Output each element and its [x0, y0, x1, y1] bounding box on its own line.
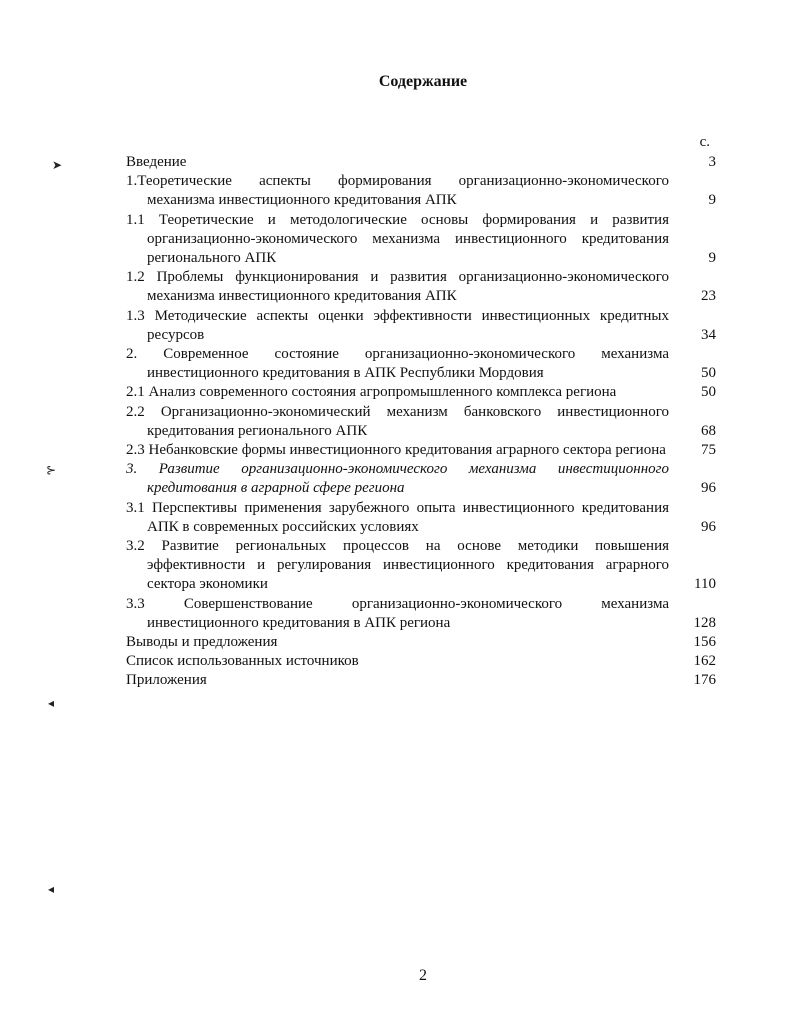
toc-entry-page: 9: [708, 192, 716, 209]
toc-entry-page: 128: [693, 614, 716, 631]
toc-entry[interactable]: [126, 211, 716, 269]
toc-entry-page: 23: [701, 288, 716, 305]
toc-entry[interactable]: [126, 633, 716, 652]
page-column-label: с.: [699, 134, 710, 150]
toc-entry[interactable]: [126, 652, 716, 671]
toc-entry[interactable]: [126, 403, 716, 441]
toc-entry-text: 2.1 Анализ современного состояния агропромышленного комплекса региона: [126, 384, 617, 401]
toc-entries: [126, 153, 716, 691]
toc-entry-text: 2. Современное состояние организационно-экономического механизма инвестиционного кредитования в АПК Республики Мордовия: [126, 346, 669, 382]
toc-entry-text: 1.2 Проблемы функционирования и развития организационно-экономического механизма инвестиционного кредитования АПК: [126, 269, 669, 305]
toc-entry[interactable]: [126, 537, 716, 595]
page-title: Содержание: [378, 73, 468, 90]
scan-mark: ◂: [48, 696, 55, 710]
toc-entry[interactable]: [126, 345, 716, 383]
toc-entry[interactable]: [126, 460, 716, 498]
toc-entry-page: 9: [708, 250, 716, 267]
toc-entry-page: 96: [701, 480, 716, 497]
toc-entry-page: 68: [701, 422, 716, 439]
scan-mark: ◂: [48, 882, 55, 896]
toc-entry-page: 110: [694, 576, 716, 593]
toc-entry[interactable]: [126, 595, 716, 633]
toc-entry-text: Выводы и предложения: [126, 634, 278, 651]
scan-mark: ⊱: [46, 463, 57, 477]
toc-entry-text: 3.3 Совершенствование организационно-экономического механизма инвестиционного кредитования в АПК региона: [126, 595, 669, 631]
toc-entry-page: 50: [701, 365, 716, 382]
toc-entry-page: 162: [693, 653, 716, 670]
page-number: 2: [419, 967, 427, 984]
toc-entry-page: 156: [693, 634, 716, 651]
toc-entry-text: 1.3 Методические аспекты оценки эффективности инвестиционных кредитных ресурсов: [126, 307, 669, 343]
toc-entry[interactable]: [126, 671, 716, 690]
toc-entry-page: 75: [701, 442, 716, 459]
toc-entry-page: 34: [701, 326, 716, 343]
toc-entry-text: 3. Развитие организационно-экономического механизма инвестиционного кредитования в аграрной сфере региона: [126, 461, 669, 497]
toc-entry-page: 50: [701, 384, 716, 401]
toc-entry-page: 96: [701, 518, 716, 535]
toc-entry[interactable]: [126, 499, 716, 537]
toc-entry[interactable]: [126, 172, 716, 210]
toc-entry-page: 176: [693, 672, 716, 689]
toc-entry-text: 3.2 Развитие региональных процессов на основе методики повышения эффективности и регулирования инвестиционного кредитования аграрного сектора экономики: [126, 538, 669, 593]
toc-entry[interactable]: [126, 383, 716, 402]
toc-entry-text: 1.1 Теоретические и методологические основы формирования и развития организационно-экономического механизма инвестиционного кредитования регионального АПК: [126, 211, 669, 267]
scan-mark: ➤: [52, 158, 63, 172]
toc-entry-page: 3: [708, 154, 716, 170]
toc-entry[interactable]: [126, 153, 716, 172]
toc-entry-text: Введение: [126, 154, 187, 170]
toc-entry-text: 3.1 Перспективы применения зарубежного опыта инвестиционного кредитования АПК в современных российских условиях: [126, 499, 669, 535]
toc-entry[interactable]: [126, 268, 716, 306]
toc-entry[interactable]: [126, 307, 716, 345]
toc-entry-text: Список использованных источников: [126, 653, 359, 670]
toc-entry-text: Приложения: [126, 672, 207, 689]
toc-entry-text: 2.2 Организационно-экономический механизм банковского инвестиционного кредитования регионального АПК: [126, 403, 669, 439]
toc-entry-text: 1.Теоретические аспекты формирования организационно-экономического механизма инвестиционного кредитования АПК: [126, 173, 669, 209]
toc-entry[interactable]: [126, 441, 716, 460]
toc-entry-text: 2.3 Небанковские формы инвестиционного кредитования аграрного сектора региона: [126, 442, 666, 459]
